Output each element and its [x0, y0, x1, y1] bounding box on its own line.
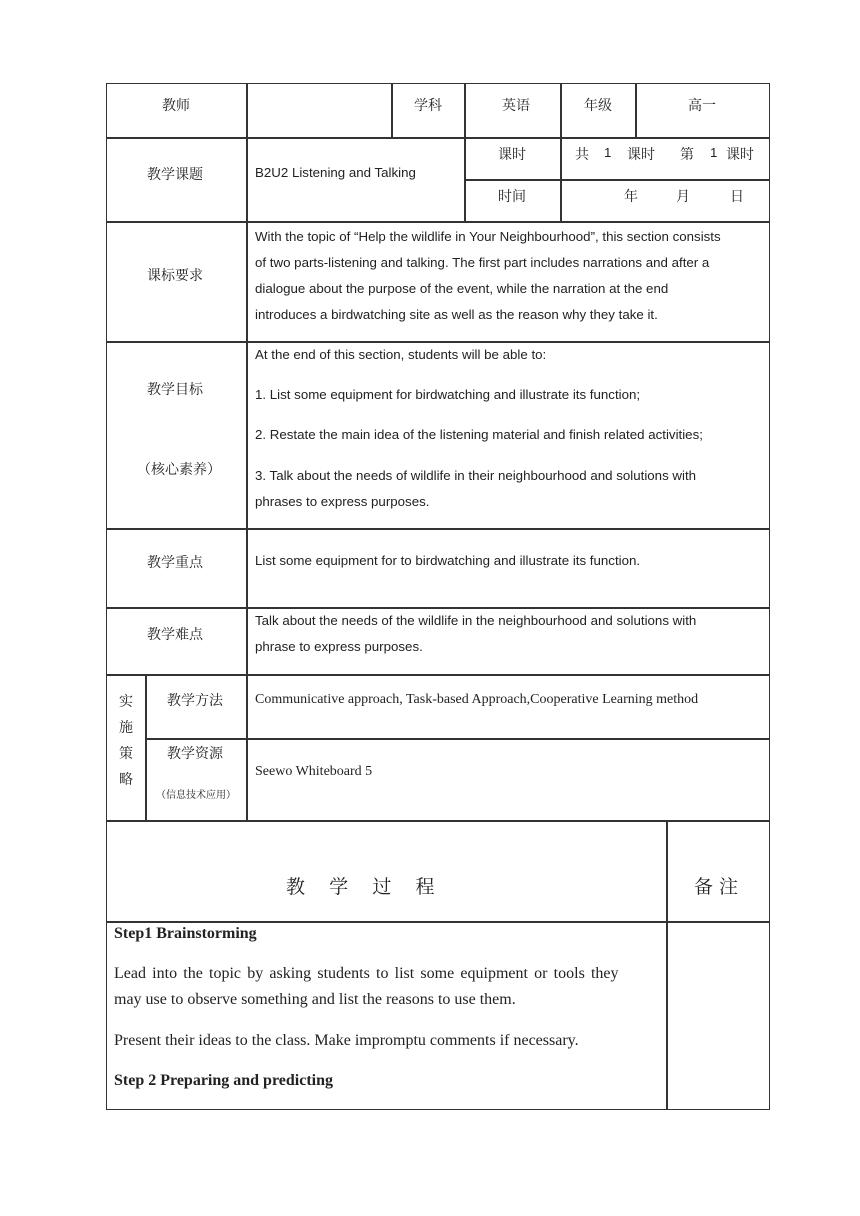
curriculum-line: dialogue about the purpose of the event, while the narration at the end — [255, 281, 669, 296]
period-no: 1 — [710, 145, 718, 160]
lesson-plan-table — [106, 83, 770, 1110]
period-total-suffix: 课时 — [627, 147, 655, 163]
difficulties-line: Talk about the needs of the wildlife in the neighbourhood and solutions with — [255, 613, 697, 628]
subject-label: 学科 — [414, 98, 442, 114]
period-label: 课时 — [498, 147, 526, 163]
teacher-value-cell — [247, 83, 392, 138]
time-month: 月 — [676, 189, 690, 205]
curriculum-label: 课标要求 — [147, 268, 203, 284]
objectives-intro: At the end of this section, students will be able to: — [255, 347, 547, 362]
process-title: 教 学 过 程 — [286, 876, 435, 898]
objective-item-continued: phrases to express purposes. — [255, 494, 430, 509]
step1-paragraph-line: may use to observe something and list the reasons to use them. — [114, 991, 516, 1008]
time-year: 年 — [624, 189, 638, 205]
grade-label: 年级 — [584, 98, 612, 114]
step1-paragraph-line: Lead into the topic by asking students to list some equipment or tools they — [114, 965, 619, 982]
period-no-suffix: 课时 — [726, 147, 754, 163]
step2-title: Step 2 Preparing and predicting — [114, 1072, 333, 1089]
resource-value: Seewo Whiteboard 5 — [255, 764, 373, 779]
resource-label: 教学资源 — [167, 746, 223, 762]
curriculum-line: With the topic of “Help the wildlife in Your Neighbourhood”, this section consists — [255, 229, 721, 244]
curriculum-line: introduces a birdwatching site as well as the reason why they take it. — [255, 307, 658, 322]
key-points-value: List some equipment for to birdwatching and illustrate its function. — [255, 553, 641, 568]
resource-sublabel: （信息技术应用） — [156, 790, 236, 801]
step1-paragraph: Present their ideas to the class. Make impromptu comments if necessary. — [114, 1032, 579, 1049]
period-no-prefix: 第 — [680, 147, 694, 163]
key-points-value-cell — [247, 529, 770, 608]
grade-value: 高一 — [688, 98, 716, 114]
objective-item: 1. List some equipment for birdwatching and illustrate its function; — [255, 387, 641, 402]
objectives-sublabel: （核心素养） — [137, 462, 221, 478]
process-title-cell — [106, 821, 667, 922]
strategy-char: 略 — [119, 772, 133, 788]
teacher-label: 教师 — [162, 98, 190, 114]
method-label: 教学方法 — [167, 693, 223, 709]
notes-label-cell — [667, 821, 770, 922]
notes-label: 备 注 — [694, 876, 739, 898]
period-total-prefix: 共 — [575, 147, 589, 163]
difficulties-label: 教学难点 — [147, 627, 203, 643]
strategy-char: 策 — [119, 746, 133, 762]
step1-title: Step1 Brainstorming — [114, 925, 257, 942]
curriculum-line: of two parts-listening and talking. The first part includes narrations and after a — [255, 255, 710, 270]
topic-value: B2U2 Listening and Talking — [255, 165, 416, 180]
subject-value: 英语 — [502, 98, 530, 114]
strategy-char: 施 — [119, 720, 133, 736]
notes-content-cell — [667, 922, 770, 1110]
objective-item: 2. Restate the main idea of the listening material and finish related activities; — [255, 427, 703, 442]
objectives-label-cell — [106, 342, 247, 529]
objectives-label: 教学目标 — [147, 382, 203, 398]
time-label: 时间 — [498, 189, 526, 205]
difficulties-line: phrase to express purposes. — [255, 639, 423, 654]
topic-label: 教学课题 — [147, 167, 203, 183]
time-day: 日 — [730, 189, 744, 205]
objective-item: 3. Talk about the needs of wildlife in their neighbourhood and solutions with — [255, 468, 697, 483]
key-points-label: 教学重点 — [147, 555, 203, 571]
strategy-char: 实 — [119, 694, 133, 710]
method-value: Communicative approach, Task-based Approach,Cooperative Learning method — [255, 692, 699, 707]
period-total: 1 — [604, 145, 612, 160]
